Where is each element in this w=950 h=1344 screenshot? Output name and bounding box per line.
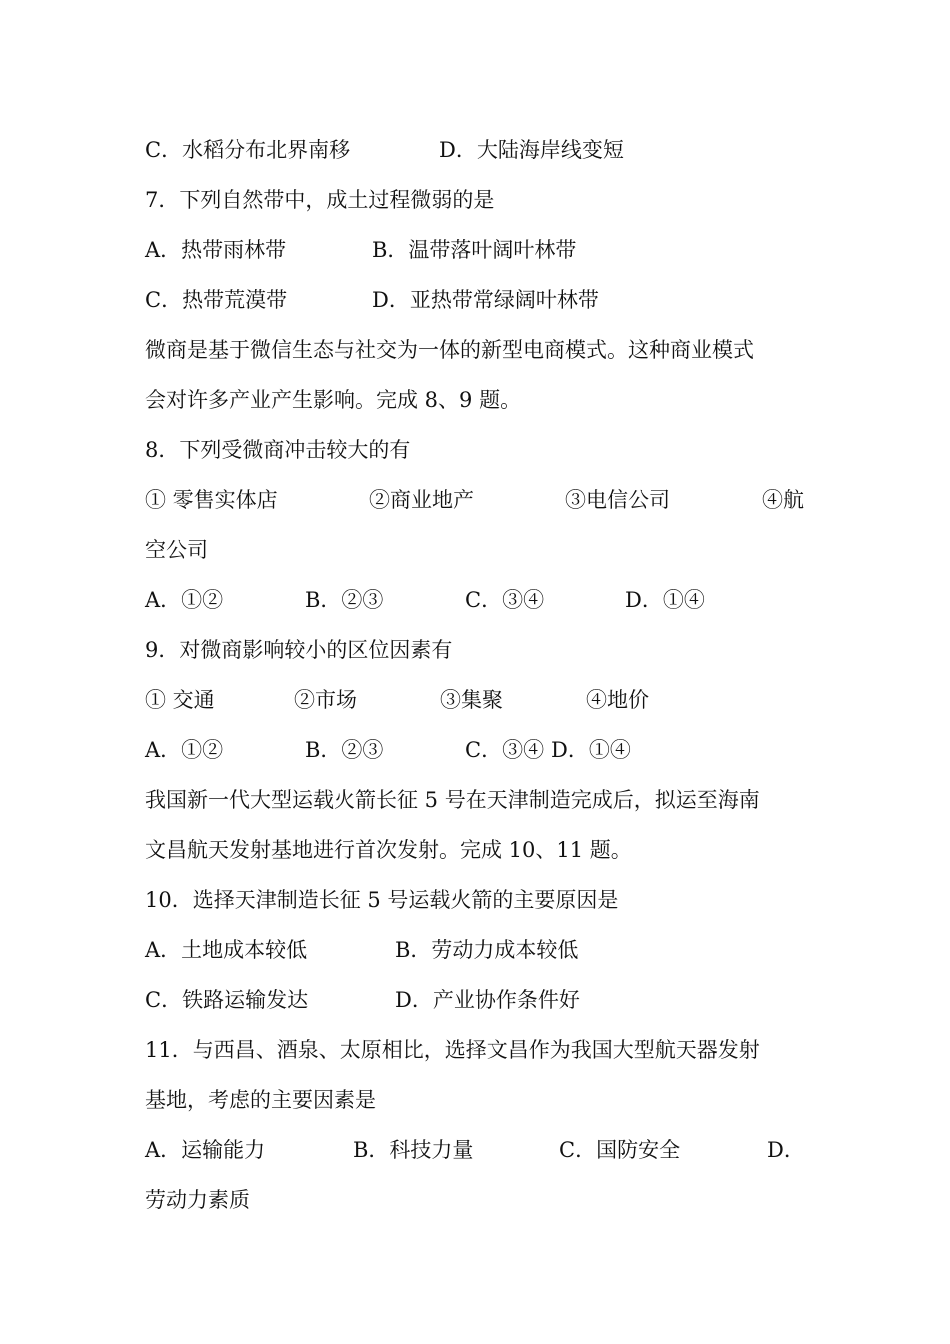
q8-option-b: B．②③	[305, 588, 384, 612]
q9-statement-2: ②市场	[294, 688, 357, 712]
q7-option-c: C．热带荒漠带	[145, 288, 288, 312]
intro-10-11-line-2: 文昌航天发射基地进行首次发射。完成 10、11 题。	[145, 838, 632, 862]
q8-option-d: D．①④	[625, 588, 705, 612]
q11-stem-line-1: 11．与西昌、酒泉、太原相比，选择文昌作为我国大型航天器发射	[145, 1038, 760, 1062]
q9-option-a: A．①②	[145, 738, 224, 762]
q9-option-d: D．①④	[551, 738, 631, 762]
q8-option-a: A．①②	[145, 588, 224, 612]
q7-stem: 7．下列自然带中，成土过程微弱的是	[145, 188, 495, 212]
q9-option-c: C．③④	[465, 738, 545, 762]
q7-option-d: D．亚热带常绿阔叶林带	[372, 288, 599, 312]
intro-8-9-line-1: 微商是基于微信生态与社交为一体的新型电商模式。这种商业模式	[145, 338, 754, 362]
q9-statement-3: ③集聚	[440, 688, 503, 712]
q11-option-c: C．国防安全	[559, 1138, 681, 1162]
q9-statement-1: ① 交通	[145, 688, 215, 712]
q8-stem: 8．下列受微商冲击较大的有	[145, 438, 411, 462]
q10-option-a: A．土地成本较低	[145, 938, 308, 962]
intro-8-9-line-2: 会对许多产业产生影响。完成 8、9 题。	[145, 388, 522, 412]
q10-option-c: C．铁路运输发达	[145, 988, 309, 1012]
q6-option-d: D．大陆海岸线变短	[439, 138, 624, 162]
q8-statement-4-continued: 空公司	[145, 538, 208, 562]
q11-option-d-continued: 劳动力素质	[145, 1188, 250, 1212]
q11-stem-line-2: 基地，考虑的主要因素是	[145, 1088, 376, 1112]
q11-option-b: B．科技力量	[353, 1138, 474, 1162]
q9-option-b: B．②③	[305, 738, 384, 762]
q8-statement-1: ① 零售实体店	[145, 488, 278, 512]
q11-option-d: D．	[767, 1138, 805, 1162]
q7-option-a: A．热带雨林带	[145, 238, 287, 262]
q7-option-b: B．温带落叶阔叶林带	[372, 238, 577, 262]
q8-statement-3: ③电信公司	[565, 488, 670, 512]
q8-statement-4: ④航	[762, 488, 804, 512]
q9-stem: 9．对微商影响较小的区位因素有	[145, 638, 453, 662]
q6-option-c: C．水稻分布北界南移	[145, 138, 351, 162]
q9-statement-4: ④地价	[586, 688, 649, 712]
q10-stem: 10．选择天津制造长征 5 号运载火箭的主要原因是	[145, 888, 619, 912]
q10-option-d: D．产业协作条件好	[395, 988, 580, 1012]
q8-option-c: C．③④	[465, 588, 545, 612]
q10-option-b: B．劳动力成本较低	[395, 938, 579, 962]
q11-option-a: A．运输能力	[145, 1138, 266, 1162]
q8-statement-2: ②商业地产	[369, 488, 474, 512]
intro-10-11-line-1: 我国新一代大型运载火箭长征 5 号在天津制造完成后，拟运至海南	[145, 788, 760, 812]
